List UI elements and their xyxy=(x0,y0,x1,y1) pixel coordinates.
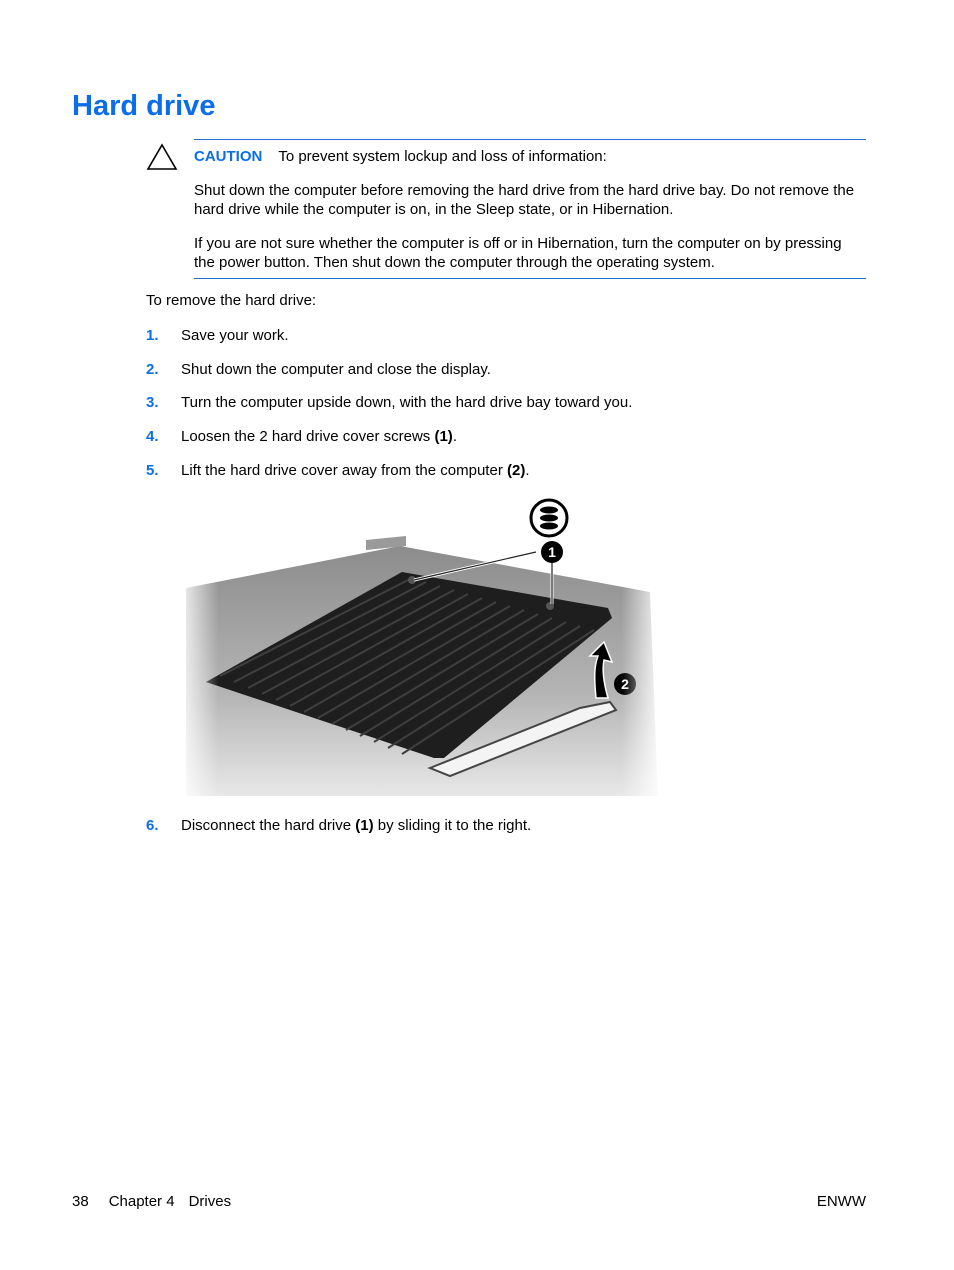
step-item xyxy=(146,360,866,379)
step-number: 3. xyxy=(146,394,159,411)
page-number: 38 xyxy=(72,1193,89,1210)
caution-lead: CAUTION To prevent system lockup and loss of information: xyxy=(194,148,607,165)
callout-reference: (1) xyxy=(355,817,374,834)
footer-left xyxy=(72,1193,231,1210)
step-text: Turn the computer upside down, with the hard drive bay toward you. xyxy=(181,394,633,411)
step-number: 5. xyxy=(146,462,159,479)
step-text: Save your work. xyxy=(181,327,289,344)
callout-reference: (1) xyxy=(434,428,453,445)
step-item xyxy=(146,393,866,412)
step-number: 6. xyxy=(146,817,159,834)
step-item: 6. Disconnect the hard drive (1) by sliding it to the right. xyxy=(146,817,532,834)
step-number: 2. xyxy=(146,361,159,378)
hard-drive-cover-illustration xyxy=(180,496,660,796)
callout-reference: (2) xyxy=(506,462,526,479)
step-number: 1. xyxy=(146,327,159,344)
step-number: 4. xyxy=(146,428,159,445)
caution-box xyxy=(194,139,866,279)
step-item: 4. Loosen the 2 hard drive cover screws (1). xyxy=(146,428,457,445)
warning-triangle-icon xyxy=(146,143,178,171)
step-text: Shut down the computer and close the display. xyxy=(181,361,491,378)
caution-label: CAUTION xyxy=(194,148,263,165)
caution-paragraph-2: If you are not sure whether the computer is off or in Hibernation, turn the computer on by pressing the power button. Then shut down the computer through the operating system. xyxy=(194,235,842,271)
caution-paragraph-1: Shut down the computer before removing the hard drive from the hard drive bay. Do not remove the hard drive while the computer is on, in the Sleep state, or in Hibernation. xyxy=(194,182,855,218)
page-title: Hard drive xyxy=(72,90,216,122)
chapter-label: Chapter 4 xyxy=(108,1193,175,1210)
section-label: Drives xyxy=(188,1193,232,1210)
step-item xyxy=(146,326,866,345)
intro-text: To remove the hard drive: xyxy=(146,292,317,309)
step-item: 5. Lift the hard drive cover away from the computer (2). xyxy=(146,462,530,479)
footer-code: ENWW xyxy=(816,1193,866,1210)
